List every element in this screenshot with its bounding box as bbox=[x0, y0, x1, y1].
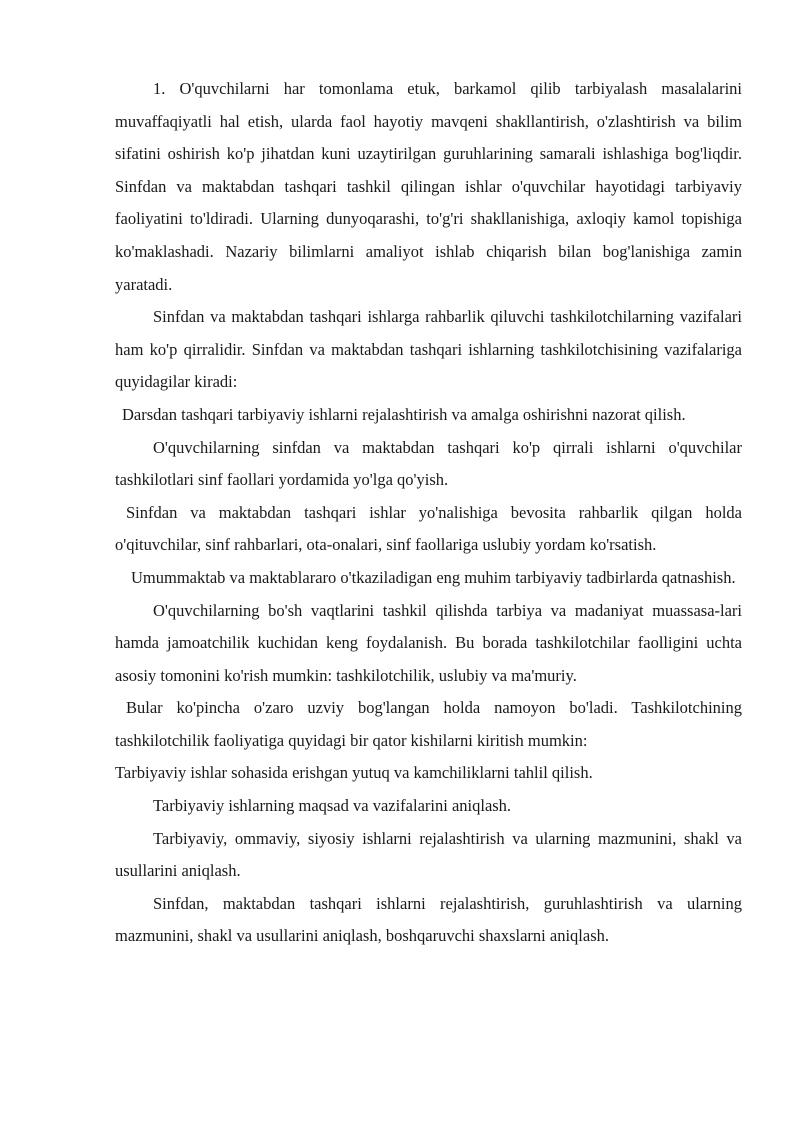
paragraph-analysis: Tarbiyaviy ishlar sohasida erishgan yutuq va kamchiliklarni tahlil qilish. bbox=[115, 763, 593, 783]
paragraph-organizer-duties: Sinfdan va maktabdan tashqari ishlarga rahbarlik qiluvchi tashkilotchilarning vazifalari ham ko'p qirralidir. Sinfdan va maktabdan tashqari ishlarning tashkilotchisining vazifalariga quyidagilar kiradi: bbox=[115, 307, 742, 392]
paragraph-planning-content: Tarbiyaviy, ommaviy, siyosiy ishlarni rejalashtirish va ularning mazmunini, shakl va usullarini aniqlash. bbox=[115, 828, 742, 881]
paragraph-planning-control: Darsdan tashqari tarbiyaviy ishlarni rejalashtirish va amalga oshirishni nazorat qilish. bbox=[122, 404, 686, 424]
paragraph-grouping: Sinfdan, maktabdan tashqari ishlarni rejalashtirish, guruhlashtirish va ularning mazmunini, shakl va usullarini aniqlash, boshqaruvchi shaxslarni aniqlash. bbox=[115, 893, 742, 946]
document-page bbox=[115, 73, 742, 953]
paragraph-intro: 1. O'quvchilarni har tomonlama etuk, barkamol qilib tarbiyalash masalalarini muvaffaqiyatli hal etish, ularda faol hayotiy mavqeni shakllantirish, o'zlashtirish va bilim sifatini oshirish ko'p jihatdan kuni uzaytirilgan guruhlarining samarali ishlashiga bog'liqdir. Sinfdan va maktabdan tashqari tashkil qilingan ishlar o'quvchilar hayotidagi tarbiyaviy faoliyatini to'ldiradi. Ularning dunyoqarashi, to'g'ri shakllanishiga, axloqiy kamol topishiga ko'maklashadi. Nazariy bilimlarni amaliyot ishlab chiqarish bilan bog'lanishiga zamin yaratadi. bbox=[115, 79, 742, 294]
paragraph-goals: Tarbiyaviy ishlarning maqsad va vazifalarini aniqlash. bbox=[153, 796, 512, 816]
paragraph-interconnected: Bular ko'pincha o'zaro uzviy bog'langan holda namoyon bo'ladi. Tashkilotchining tashkilotchilik faoliyatiga quyidagi bir qator kishilarni kiritish mumkin: bbox=[115, 698, 742, 750]
paragraph-free-time: O'quvchilarning bo'sh vaqtlarini tashkil qilishda tarbiya va madaniyat muassasa-lari hamda jamoatchilik kuchidan keng foydalanish. Bu borada tashkilotchilar faolligini uchta asosiy tomonini ko'rish mumkin: tashkilotchilik, uslubiy va ma'muriy. bbox=[115, 600, 742, 685]
paragraph-school-events: Umummaktab va maktablararo o'tkaziladigan eng muhim tarbiyaviy tadbirlarda qatnashish. bbox=[131, 567, 736, 587]
paragraph-student-organizations: O'quvchilarning sinfdan va maktabdan tashqari ko'p qirrali ishlarni o'quvchilar tashkilotlari sinf faollari yordamida yo'lga qo'yish. bbox=[115, 437, 742, 490]
paragraph-methodical-help: Sinfdan va maktabdan tashqari ishlar yo'nalishiga bevosita rahbarlik qilgan holda o'qituvchilar, sinf rahbarlari, ota-onalari, sinf faollariga uslubiy yordam ko'rsatish. bbox=[115, 502, 742, 555]
